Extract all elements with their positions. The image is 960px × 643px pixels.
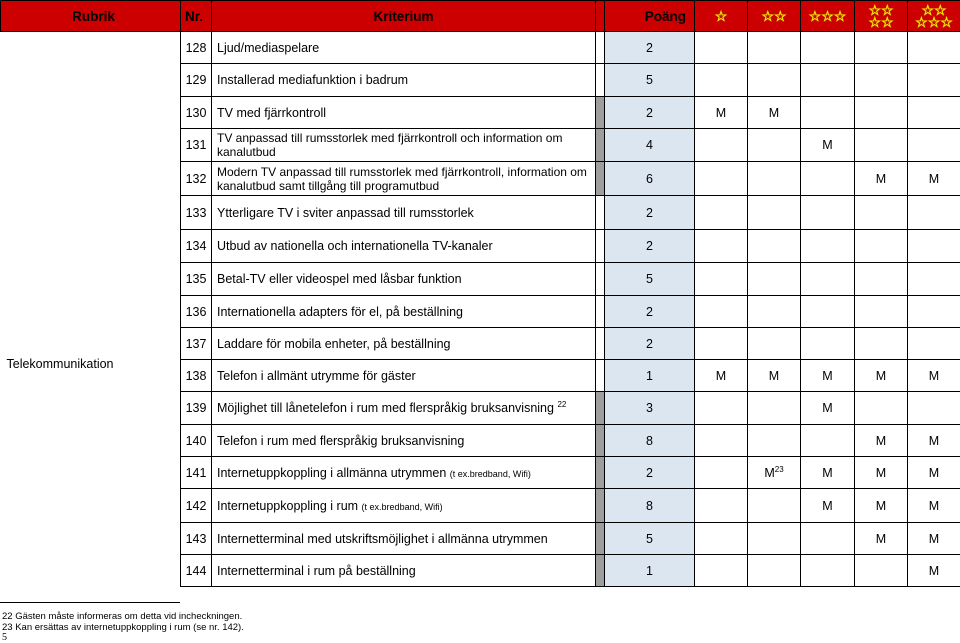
star-level-3-cell: [801, 64, 855, 97]
separator-cell: [596, 129, 605, 162]
mandatory-mark: M: [876, 532, 886, 546]
mandatory-mark: M: [929, 499, 939, 513]
star-level-3-cell: [801, 32, 855, 64]
star-level-1-cell: [695, 392, 748, 425]
page-number: 5: [2, 632, 7, 643]
separator-cell: [596, 296, 605, 328]
mandatory-mark: M: [822, 401, 832, 415]
points-cell: 2: [605, 32, 695, 64]
points-cell: 2: [605, 457, 695, 489]
header-rubrik: Rubrik: [1, 1, 181, 32]
star-level-4-cell: [855, 360, 908, 392]
criterion-text: [212, 360, 596, 392]
star-level-1-cell: [695, 523, 748, 555]
star-level-5-cell: [908, 328, 960, 360]
star-level-3-cell: [801, 328, 855, 360]
row-number: 128: [181, 32, 212, 64]
star-level-2-cell: [748, 230, 801, 263]
mandatory-mark: M: [929, 434, 939, 448]
criterion-label: Internetterminal med utskriftsmöjlighet i allmänna utrymmen: [217, 532, 548, 546]
star-level-1-cell: [695, 32, 748, 64]
criterion-text: [212, 555, 596, 587]
criterion-text: [212, 64, 596, 97]
separator-cell: [596, 489, 605, 523]
criterion-label: Internetuppkoppling i rum: [217, 499, 358, 513]
header-star-1: [695, 1, 748, 32]
header-spacer: [596, 1, 605, 32]
criterion-label: Installerad mediafunktion i badrum: [217, 73, 408, 87]
star-level-2-cell: [748, 64, 801, 97]
star-level-4-cell: [855, 196, 908, 230]
star-level-1-cell: [695, 328, 748, 360]
criterion-text: [212, 296, 596, 328]
star-level-5-cell: [908, 555, 960, 587]
mandatory-mark: M: [716, 106, 726, 120]
star-level-1-cell: [695, 489, 748, 523]
star-level-4-cell: [855, 97, 908, 129]
star-level-1-cell: [695, 230, 748, 263]
criterion-label: Ljud/mediaspelare: [217, 41, 319, 55]
footnote-23: 23 Kan ersättas av internetuppkoppling i rum (se nr. 142).: [2, 622, 244, 633]
row-number: 142: [181, 489, 212, 523]
row-number: 132: [181, 162, 212, 196]
star-level-3-cell: [801, 555, 855, 587]
star-level-5-cell: [908, 64, 960, 97]
star-level-1-cell: [695, 457, 748, 489]
separator-cell: [596, 230, 605, 263]
criterion-text: [212, 32, 596, 64]
mandatory-mark: M: [929, 466, 939, 480]
row-number: 129: [181, 64, 212, 97]
star-level-5-cell: [908, 425, 960, 457]
points-cell: 6: [605, 162, 695, 196]
star-level-5-cell: [908, 360, 960, 392]
mandatory-mark: M: [929, 172, 939, 186]
mandatory-mark: M: [764, 466, 774, 480]
star-level-2-cell: [748, 360, 801, 392]
star-level-3-cell: [801, 129, 855, 162]
row-number: 138: [181, 360, 212, 392]
star-level-5-cell: [908, 97, 960, 129]
star-level-4-cell: [855, 296, 908, 328]
star-level-1-cell: [695, 97, 748, 129]
criterion-text: [212, 425, 596, 457]
row-number: 133: [181, 196, 212, 230]
mandatory-mark: M: [822, 138, 832, 152]
separator-cell: [596, 263, 605, 296]
points-cell: 5: [605, 523, 695, 555]
star-level-4-cell: [855, 523, 908, 555]
criterion-label: TV med fjärrkontroll: [217, 106, 326, 120]
points-cell: 1: [605, 360, 695, 392]
row-number: 141: [181, 457, 212, 489]
row-number: 137: [181, 328, 212, 360]
mandatory-mark: M: [769, 369, 779, 383]
criterion-text: [212, 162, 596, 196]
star-icon: ☆☆☆: [809, 10, 847, 22]
points-cell: 1: [605, 555, 695, 587]
star-level-2-cell: [748, 425, 801, 457]
section-label: Telekommunikation: [7, 357, 181, 371]
mandatory-mark: M: [876, 172, 886, 186]
points-cell: 5: [605, 64, 695, 97]
star-level-4-cell: [855, 162, 908, 196]
star-icon: ☆☆: [761, 10, 786, 22]
footnote-22: 22 Gästen måste informeras om detta vid incheckningen.: [2, 611, 242, 622]
separator-cell: [596, 457, 605, 489]
star-level-2-cell: [748, 328, 801, 360]
row-number: 130: [181, 97, 212, 129]
header-kriterium: Kriterium: [212, 1, 596, 32]
criterion-text: [212, 129, 596, 162]
criterion-text: [212, 328, 596, 360]
rubrik-cell: [1, 32, 181, 587]
mandatory-mark: M: [876, 434, 886, 448]
star-icon: ☆☆ ☆☆: [868, 4, 893, 28]
criterion-label: Modern TV anpassad till rumsstorlek med fjärrkontroll, information om kanalutbud samt tillgång till programutbud: [217, 165, 587, 193]
star-level-5-cell: [908, 489, 960, 523]
row-number: 131: [181, 129, 212, 162]
row-number: 144: [181, 555, 212, 587]
star-level-1-cell: [695, 129, 748, 162]
mandatory-mark: M: [929, 564, 939, 578]
criterion-note: (t ex.bredband, Wifi): [450, 469, 531, 479]
star-level-3-cell: [801, 523, 855, 555]
points-cell: 2: [605, 97, 695, 129]
criterion-text: [212, 230, 596, 263]
star-level-3-cell: [801, 457, 855, 489]
header-star-2: [748, 1, 801, 32]
star-level-5-cell: [908, 263, 960, 296]
star-level-1-cell: [695, 555, 748, 587]
table-header-row: [1, 1, 960, 32]
criterion-text: [212, 523, 596, 555]
star-level-4-cell: [855, 392, 908, 425]
star-icon: ☆☆ ☆☆☆: [915, 4, 953, 28]
criterion-label: Ytterligare TV i sviter anpassad till rumsstorlek: [217, 206, 474, 220]
points-cell: 2: [605, 196, 695, 230]
mandatory-mark: M: [822, 369, 832, 383]
criterion-label: Möjlighet till lånetelefon i rum med flerspråkig bruksanvisning: [217, 402, 554, 416]
mandatory-mark: M: [929, 369, 939, 383]
separator-cell: [596, 32, 605, 64]
mandatory-mark: M: [929, 532, 939, 546]
star-level-5-cell: [908, 129, 960, 162]
star-level-2-cell: [748, 296, 801, 328]
points-cell: 2: [605, 296, 695, 328]
star-level-3-cell: [801, 489, 855, 523]
star-level-1-cell: [695, 196, 748, 230]
star-icon: ☆: [715, 10, 728, 22]
mandatory-mark: M: [822, 499, 832, 513]
row-number: 134: [181, 230, 212, 263]
star-level-2-cell: [748, 196, 801, 230]
criterion-label: Laddare för mobila enheter, på beställning: [217, 337, 451, 351]
star-level-4-cell: [855, 328, 908, 360]
star-level-5-cell: [908, 523, 960, 555]
star-level-2-cell: [748, 97, 801, 129]
star-level-2-cell: [748, 523, 801, 555]
star-level-5-cell: [908, 230, 960, 263]
star-level-5-cell: [908, 457, 960, 489]
separator-cell: [596, 97, 605, 129]
mandatory-mark: M: [876, 499, 886, 513]
separator-cell: [596, 64, 605, 97]
separator-cell: [596, 523, 605, 555]
separator-cell: [596, 360, 605, 392]
criterion-label: Utbud av nationella och internationella TV-kanaler: [217, 239, 493, 253]
star-level-1-cell: [695, 162, 748, 196]
points-cell: 8: [605, 489, 695, 523]
criterion-text: [212, 392, 596, 425]
points-cell: 8: [605, 425, 695, 457]
star-level-2-cell: [748, 263, 801, 296]
criterion-label: Internetterminal i rum på beställning: [217, 564, 416, 578]
star-level-4-cell: [855, 263, 908, 296]
footnote-ref: 22: [557, 400, 566, 409]
star-level-5-cell: [908, 296, 960, 328]
row-number: 136: [181, 296, 212, 328]
star-level-1-cell: [695, 360, 748, 392]
star-level-3-cell: [801, 392, 855, 425]
separator-cell: [596, 555, 605, 587]
points-cell: 2: [605, 328, 695, 360]
header-star-5: [908, 1, 960, 32]
footnote-ref: 23: [775, 465, 784, 474]
mandatory-mark: M: [876, 466, 886, 480]
star-level-5-cell: [908, 196, 960, 230]
mandatory-mark: M: [876, 369, 886, 383]
points-cell: 4: [605, 129, 695, 162]
star-level-1-cell: [695, 425, 748, 457]
star-level-4-cell: [855, 489, 908, 523]
row-number: 140: [181, 425, 212, 457]
star-level-4-cell: [855, 425, 908, 457]
star-level-2-cell: [748, 162, 801, 196]
row-number: 135: [181, 263, 212, 296]
separator-cell: [596, 162, 605, 196]
star-level-4-cell: [855, 32, 908, 64]
star-level-4-cell: [855, 555, 908, 587]
mandatory-mark: M: [769, 106, 779, 120]
star-level-2-cell: [748, 555, 801, 587]
row-number: 139: [181, 392, 212, 425]
star-level-2-cell: [748, 32, 801, 64]
star-level-1-cell: [695, 296, 748, 328]
star-level-3-cell: [801, 196, 855, 230]
separator-cell: [596, 196, 605, 230]
star-level-2-cell: [748, 457, 801, 489]
criterion-label: TV anpassad till rumsstorlek med fjärrkontroll och information om kanalutbud: [217, 131, 562, 159]
header-star-3: [801, 1, 855, 32]
separator-cell: [596, 392, 605, 425]
points-cell: 5: [605, 263, 695, 296]
star-level-4-cell: [855, 129, 908, 162]
star-level-3-cell: [801, 263, 855, 296]
footnote-rule: [0, 602, 180, 603]
star-level-3-cell: [801, 162, 855, 196]
header-nr: Nr.: [181, 1, 212, 32]
star-level-5-cell: [908, 162, 960, 196]
criterion-label: Internetuppkoppling i allmänna utrymmen: [217, 466, 446, 480]
star-level-3-cell: [801, 425, 855, 457]
star-level-3-cell: [801, 296, 855, 328]
star-level-4-cell: [855, 230, 908, 263]
star-level-1-cell: [695, 64, 748, 97]
criterion-label: Internationella adapters för el, på beställning: [217, 305, 463, 319]
star-level-2-cell: [748, 392, 801, 425]
separator-cell: [596, 328, 605, 360]
table-row: [1, 32, 960, 64]
star-level-4-cell: [855, 64, 908, 97]
star-level-5-cell: [908, 392, 960, 425]
criterion-label: Telefon i allmänt utrymme för gäster: [217, 369, 416, 383]
points-cell: 2: [605, 230, 695, 263]
criterion-text: [212, 457, 596, 489]
star-level-3-cell: [801, 230, 855, 263]
star-level-3-cell: [801, 360, 855, 392]
row-number: 143: [181, 523, 212, 555]
star-level-4-cell: [855, 457, 908, 489]
header-star-4: [855, 1, 908, 32]
mandatory-mark: M: [822, 466, 832, 480]
criterion-text: [212, 489, 596, 523]
star-level-2-cell: [748, 489, 801, 523]
criterion-note: (t ex.bredband, Wifi): [362, 502, 443, 512]
criterion-text: [212, 97, 596, 129]
mandatory-mark: M: [716, 369, 726, 383]
criterion-label: Telefon i rum med flerspråkig bruksanvisning: [217, 434, 464, 448]
criterion-text: [212, 196, 596, 230]
points-cell: 3: [605, 392, 695, 425]
criterion-label: Betal-TV eller videospel med låsbar funktion: [217, 272, 462, 286]
star-level-2-cell: [748, 129, 801, 162]
star-level-1-cell: [695, 263, 748, 296]
star-level-3-cell: [801, 97, 855, 129]
separator-cell: [596, 425, 605, 457]
star-level-5-cell: [908, 32, 960, 64]
header-poang: Poäng: [605, 1, 695, 32]
criterion-text: [212, 263, 596, 296]
